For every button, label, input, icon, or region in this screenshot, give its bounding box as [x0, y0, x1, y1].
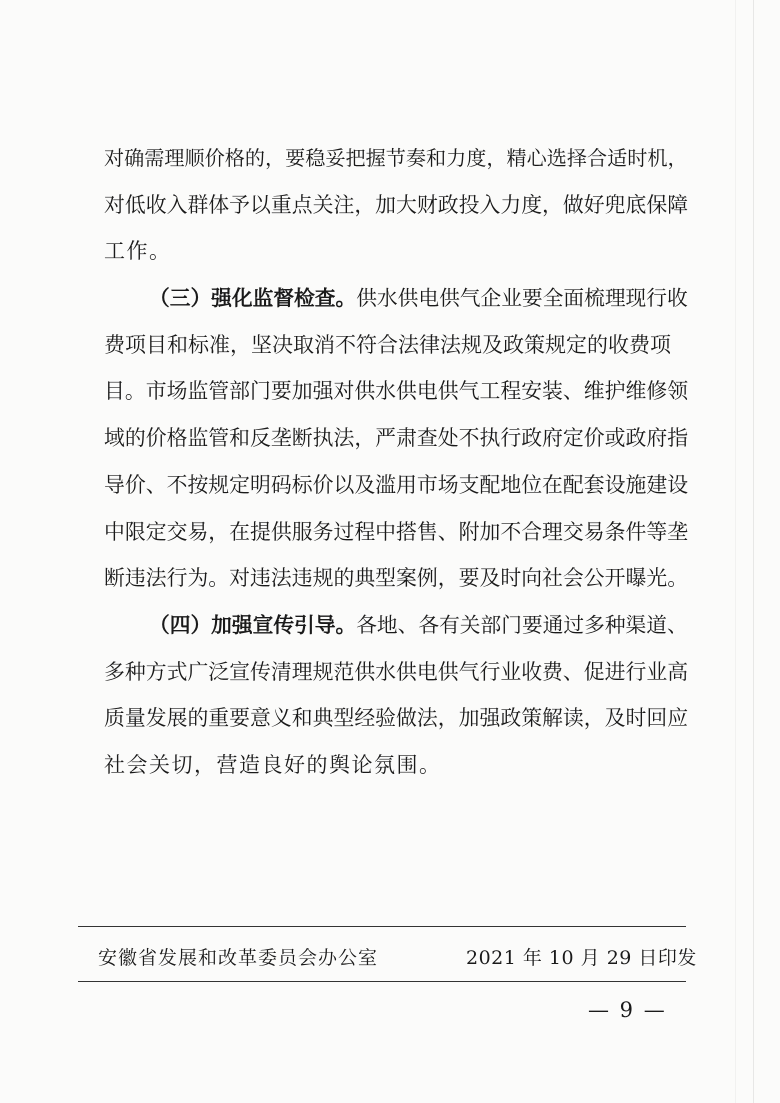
section-3-heading: （三）强化监督检查。 [149, 286, 357, 311]
paragraph-line: 费项目和标准，坚决取消不符合法律法规及政策规定的收费项 [104, 332, 671, 357]
paragraph-line: 多种方式广泛宣传清理规范供水供电供气行业收费、促进行业高 [104, 659, 689, 684]
paragraph-line: 对低收入群体予以重点关注，加大财政投入力度，做好兜底保障 [104, 192, 689, 217]
footer-issuer: 安徽省发展和改革委员会办公室 [98, 947, 379, 969]
section-3-first-line [104, 288, 688, 309]
section-3-first-line-text: 供水供电供气企业要全面梳理现行收 [356, 286, 688, 311]
footer-issue-date: 2021 年 10 月 29 日印发 [466, 947, 697, 969]
section-4-first-line [104, 612, 688, 637]
paragraph-line: 导价、不按规定明码标价以及滥用市场支配地位在配套设施建设 [104, 472, 689, 497]
section-4-heading: （四）加强宣传引导。 [149, 612, 357, 637]
paragraph-line: 工作。 [104, 239, 172, 264]
footer-top-rule [78, 926, 686, 927]
paragraph-line: 质量发展的重要意义和典型经验做法，加强政策解读，及时回应 [104, 706, 689, 731]
page-number: — 9 — [588, 998, 667, 1022]
scan-edge-line-faint [735, 0, 736, 1103]
footer-bottom-rule [78, 981, 686, 982]
paragraph-line: 社会关切，营造良好的舆论氛围。 [104, 752, 442, 777]
paragraph-line: 目。市场监管部门要加强对供水供电供气工程安装、维护维修领 [104, 379, 689, 404]
section-4-first-line-text: 各地、各有关部门要通过多种渠道、 [356, 612, 688, 637]
paragraph-line: 域的价格监管和反垄断执法，严肃查处不执行政府定价或政府指 [104, 426, 689, 451]
paragraph-line: 中限定交易，在提供服务过程中搭售、附加不合理交易条件等垄 [104, 519, 689, 544]
scan-edge-line [753, 0, 754, 1103]
paragraph-line: 断违法行为。对违法违规的典型案例，要及时向社会公开曝光。 [104, 566, 689, 591]
body-text [104, 148, 688, 802]
paragraph-line: 对确需理顺价格的，要稳妥把握节奏和力度，精心选择合适时机， [104, 146, 688, 170]
